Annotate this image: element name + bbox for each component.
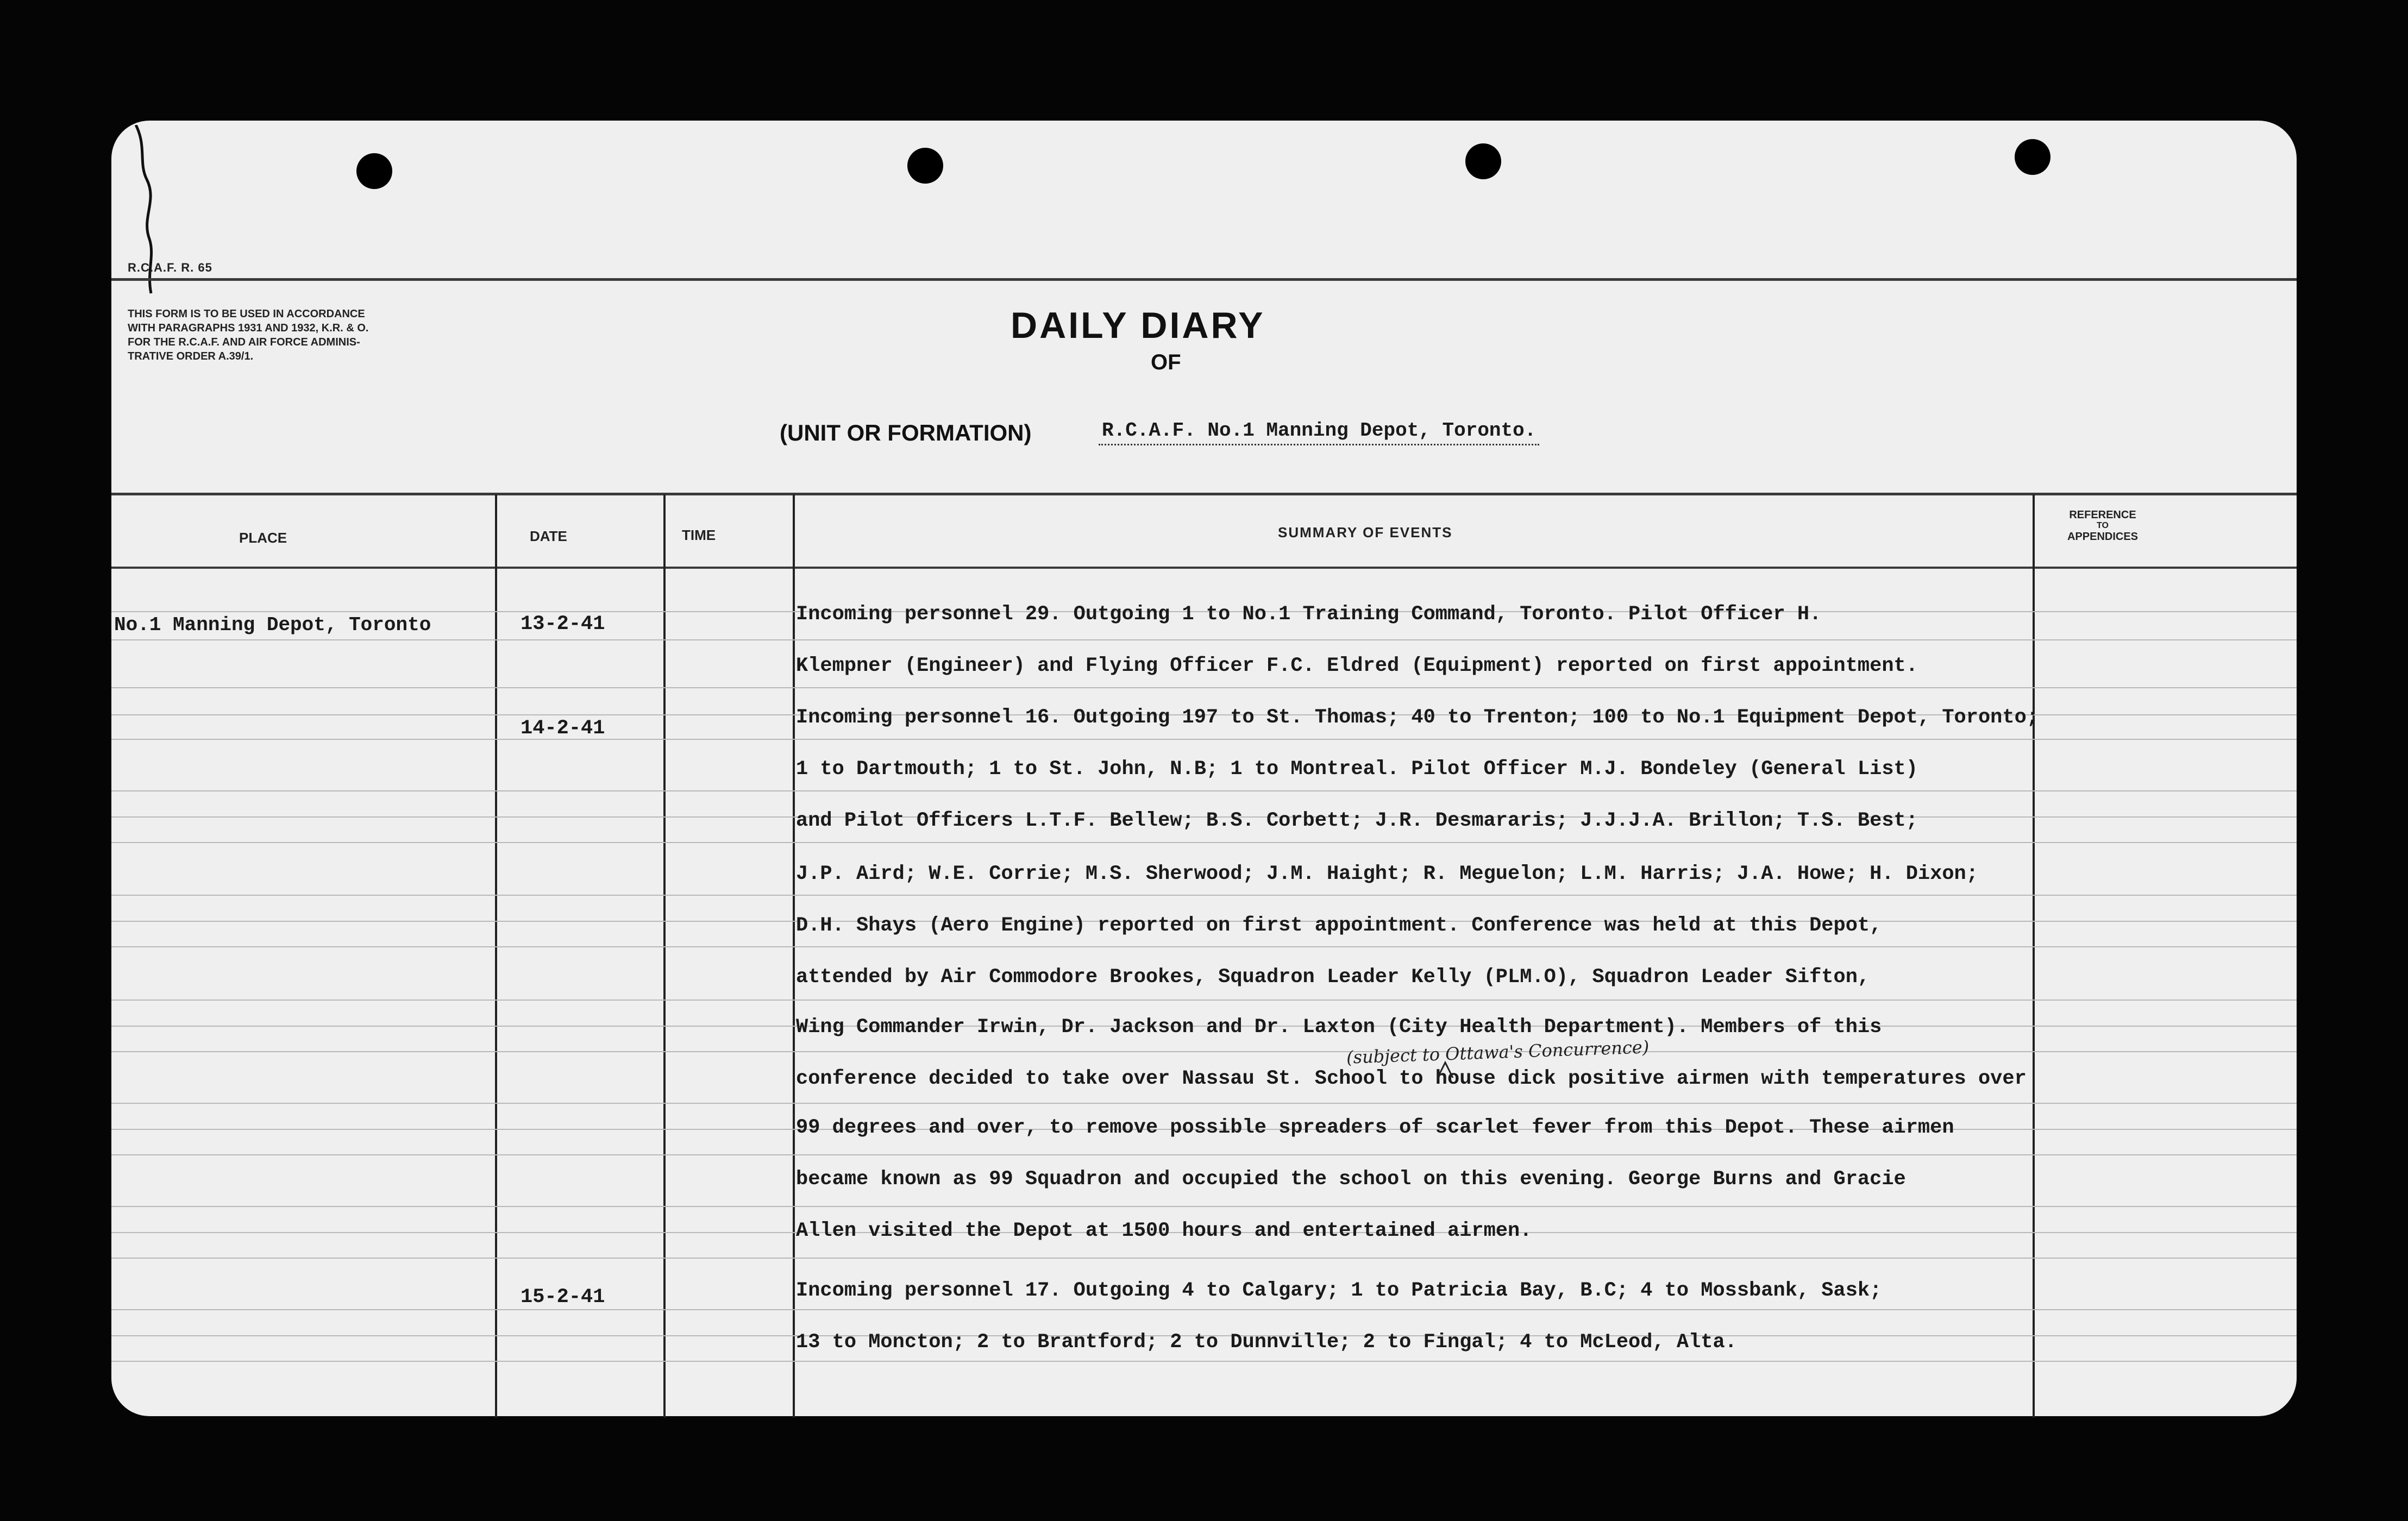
header-bottom-rule <box>111 567 2297 569</box>
summary-line: Incoming personnel 29. Outgoing 1 to No.1 Training Command, Toronto. Pilot Officer H. <box>796 603 1822 626</box>
column-divider <box>495 494 497 1418</box>
punch-hole <box>1465 143 1501 179</box>
column-time: TIME <box>682 527 716 543</box>
punch-hole <box>907 148 943 184</box>
column-divider <box>2033 494 2035 1418</box>
instruction-line: THIS FORM IS TO BE USED IN ACCORDANCE <box>128 308 365 320</box>
summary-line: Wing Commander Irwin, Dr. Jackson and Dr. Laxton (City Health Department). Members of this <box>796 1016 1882 1039</box>
column-divider <box>663 494 666 1418</box>
top-rule <box>111 278 2297 281</box>
column-place: PLACE <box>239 530 287 546</box>
summary-line: D.H. Shays (Aero Engine) reported on first appointment. Conference was held at this Depot, <box>796 914 1882 937</box>
page-title: DAILY DIARY <box>1011 305 1265 346</box>
ruled-line <box>111 739 2297 740</box>
title-of: OF <box>1151 350 1181 374</box>
instruction-line: FOR THE R.C.A.F. AND AIR FORCE ADMINIS- <box>128 336 360 348</box>
column-summary: SUMMARY OF EVENTS <box>1278 524 1453 540</box>
handwritten-insert: (subject to Ottawa's Concurrence) <box>1346 1036 1650 1068</box>
ruled-line <box>111 790 2297 791</box>
form-code: R.C.A.F. R. 65 <box>128 261 212 274</box>
ruled-line <box>111 1258 2297 1259</box>
entry-date: 15-2-41 <box>521 1286 605 1309</box>
ruled-line <box>111 687 2297 688</box>
reference-line: REFERENCE <box>2069 509 2136 521</box>
summary-line: became known as 99 Squadron and occupied the school on this evening. George Burns and Gracie <box>796 1168 1906 1191</box>
ruled-line <box>111 1206 2297 1207</box>
entry-date: 14-2-41 <box>521 717 605 740</box>
summary-line: Allen visited the Depot at 1500 hours and entertained airmen. <box>796 1220 1532 1242</box>
column-reference <box>2043 509 2162 543</box>
ruled-line <box>111 1309 2297 1310</box>
instruction-line: WITH PARAGRAPHS 1931 AND 1932, K.R. & O. <box>128 322 369 334</box>
entry-place: No.1 Manning Depot, Toronto <box>114 614 431 636</box>
unit-label: (UNIT OR FORMATION) <box>780 420 1032 445</box>
ruled-line <box>111 842 2297 843</box>
reference-line: TO <box>2097 521 2109 530</box>
summary-line: and Pilot Officers L.T.F. Bellew; B.S. Corbett; J.R. Desmararis; J.J.J.A. Brillon; T.S. Best; <box>796 809 1918 832</box>
ruled-line <box>111 1154 2297 1155</box>
ruled-line <box>111 1103 2297 1104</box>
column-date: DATE <box>530 528 567 544</box>
summary-line: 1 to Dartmouth; 1 to St. John, N.B; 1 to Montreal. Pilot Officer M.J. Bondeley (General List) <box>796 758 1918 781</box>
ruled-line <box>111 1000 2297 1001</box>
reference-line: APPENDICES <box>2067 531 2139 543</box>
unit-value: R.C.A.F. No.1 Manning Depot, Toronto. <box>1099 419 1539 445</box>
form-instruction <box>128 307 368 363</box>
header-top-rule <box>111 493 2297 495</box>
instruction-line: TRATIVE ORDER A.39/1. <box>128 350 254 362</box>
punch-hole <box>2015 139 2050 175</box>
summary-line: J.P. Aird; W.E. Corrie; M.S. Sherwood; J.M. Haight; R. Meguelon; L.M. Harris; J.A. Howe; H. Dixon; <box>796 863 1978 885</box>
summary-line: 13 to Moncton; 2 to Brantford; 2 to Dunnville; 2 to Fingal; 4 to McLeod, Alta. <box>796 1331 1737 1354</box>
summary-line: Incoming personnel 16. Outgoing 197 to St. Thomas; 40 to Trenton; 100 to No.1 Equipment Depot, Toronto; <box>796 706 2039 729</box>
summary-line: 99 degrees and over, to remove possible spreaders of scarlet fever from this Depot. These airmen <box>796 1116 1954 1139</box>
summary-line: Klempner (Engineer) and Flying Officer F.C. Eldred (Equipment) reported on first appointment. <box>796 655 1918 677</box>
ruled-line <box>111 895 2297 896</box>
ruled-line <box>111 639 2297 640</box>
ruled-line <box>111 1051 2297 1052</box>
insert-caret <box>1434 1059 1456 1081</box>
summary-line: conference decided to take over Nassau St. School to house dick positive airmen with temperatures over <box>796 1067 2027 1090</box>
ruled-line <box>111 946 2297 947</box>
column-divider <box>793 494 795 1418</box>
punch-hole <box>356 153 392 189</box>
ruled-line <box>111 1361 2297 1362</box>
summary-line: attended by Air Commodore Brookes, Squadron Leader Kelly (PLM.O), Squadron Leader Sifton, <box>796 966 1870 989</box>
summary-line: Incoming personnel 17. Outgoing 4 to Calgary; 1 to Patricia Bay, B.C; 4 to Mossbank, Sask; <box>796 1279 1882 1302</box>
entry-date: 13-2-41 <box>521 613 605 636</box>
